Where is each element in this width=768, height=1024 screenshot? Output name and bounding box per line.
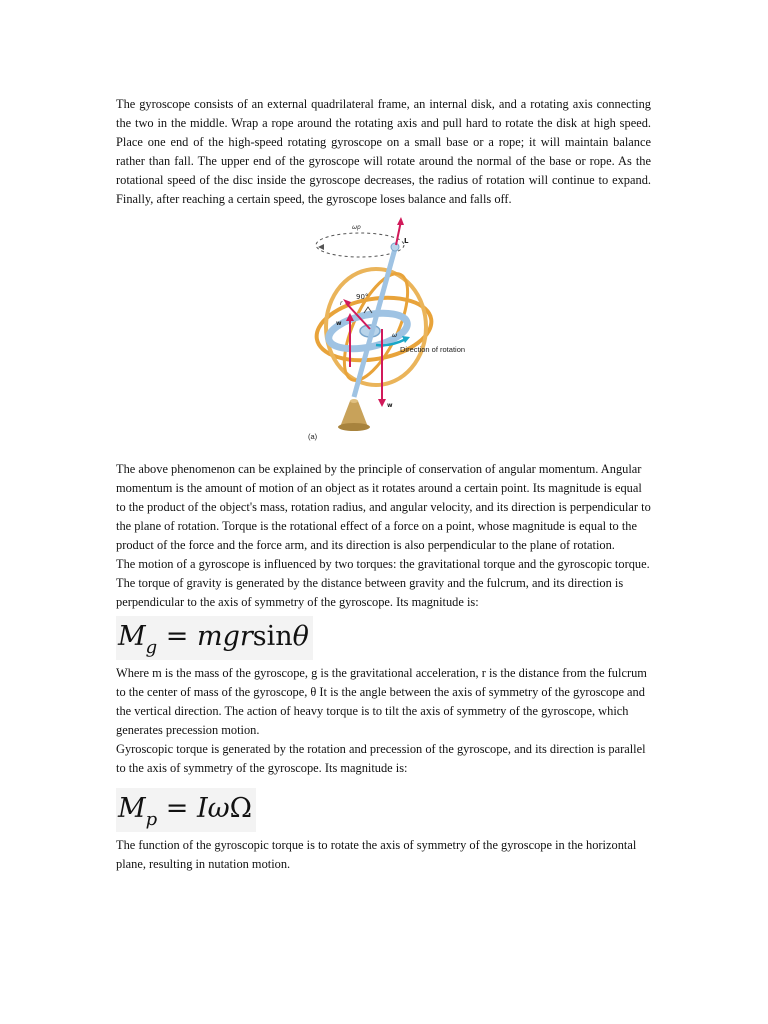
gyroscope-illustration bbox=[306, 217, 486, 445]
gyroscope-figure bbox=[116, 217, 651, 447]
eq-g-sub: g bbox=[145, 637, 158, 658]
eq-p-sub: p bbox=[145, 809, 158, 830]
eq-p-lhs: M bbox=[118, 793, 146, 824]
stand-top bbox=[350, 399, 358, 403]
L-arrowhead bbox=[397, 217, 404, 225]
gyro-paragraph: Gyroscopic torque is generated by the rotation and precession of the gyroscope, and its direction is parallel to the axis of symmetry of the gyroscope. Its magnitude is: bbox=[116, 742, 646, 775]
label-w-left: w bbox=[336, 320, 342, 327]
eq-g-rhs: = mgr bbox=[157, 621, 253, 652]
spacer bbox=[116, 778, 651, 784]
eq-p-rhs: = Iω bbox=[157, 793, 230, 824]
function-paragraph: The function of the gyroscopic torque is to rotate the axis of symmetry of the gyroscope in the horizontal plane, resulting in nutation motion. bbox=[116, 838, 637, 871]
document-page bbox=[116, 95, 651, 874]
label-w-bottom: w bbox=[387, 402, 393, 409]
torques-paragraph: The motion of a gyroscope is influenced by two torques: the gravitational torque and the gyroscopic torque. The torque of gravity is generated by the distance between gravity and the fulcrum, and its direction is perpendicular to the axis of symmetry of the gyroscope. Its magnitude is: bbox=[116, 557, 650, 609]
eq-p-omega: Ω bbox=[229, 793, 253, 824]
where-paragraph: Where m is the mass of the gyroscope, g is the gravitational acceleration, r is the distance from the fulcrum to the center of mass of the gyroscope, θ It is the angle between the axis of symmetry of the gyroscope and the vertical direction. The action of heavy torque is to tilt the axis of symmetry of the gyroscope, which generates precession motion. bbox=[116, 666, 647, 737]
stand-base bbox=[338, 423, 370, 431]
label-omega: ω bbox=[392, 332, 398, 339]
label-90: 90° bbox=[356, 293, 369, 301]
label-omega-p: ωp bbox=[352, 224, 361, 231]
eq-g-var: θ bbox=[292, 621, 309, 652]
explain-paragraph: The above phenomenon can be explained by the principle of conservation of angular momentum. Angular momentum is the amount of motion of an object as it rotates around a certain point. Its magnitude is equal to the product of the object's mass, rotation radius, and angular velocity, and its direction is perpendicular to the plane of rotation. Torque is the rotational effect of a force on a point, whose magnitude is equal to the product of the force and the force arm, and its direction is also perpendicular to the plane of rotation. bbox=[116, 462, 651, 552]
equation-gravity-torque bbox=[116, 616, 313, 660]
axis-top-cap bbox=[391, 243, 399, 251]
precession-path bbox=[316, 233, 404, 257]
label-L: L bbox=[404, 237, 409, 245]
weight-arrowhead bbox=[378, 399, 386, 407]
eq-g-fn: sin bbox=[252, 621, 293, 652]
equation-gyroscopic-torque bbox=[116, 788, 256, 832]
intro-paragraph: The gyroscope consists of an external quadrilateral frame, an internal disk, and a rotating axis connecting the two in the middle. Wrap a rope around the rotating axis and pull hard to rotate the disk at high speed. Place one end of the high-speed rotating gyroscope on a small base or a rope; it will maintain balance rather than fall. The upper end of the gyroscope will rotate around the normal of the base or rope. As the rotational speed of the disc inside the gyroscope decreases, the radius of rotation will continue to expand. Finally, after reaching a certain speed, the gyroscope loses balance and falls off. bbox=[116, 97, 651, 206]
label-direction-of-rotation: Direction of rotation bbox=[400, 345, 466, 354]
precession-arrowhead bbox=[318, 244, 324, 250]
label-a: (a) bbox=[308, 432, 318, 441]
eq-g-lhs: M bbox=[118, 621, 146, 652]
label-r: r bbox=[340, 300, 343, 307]
